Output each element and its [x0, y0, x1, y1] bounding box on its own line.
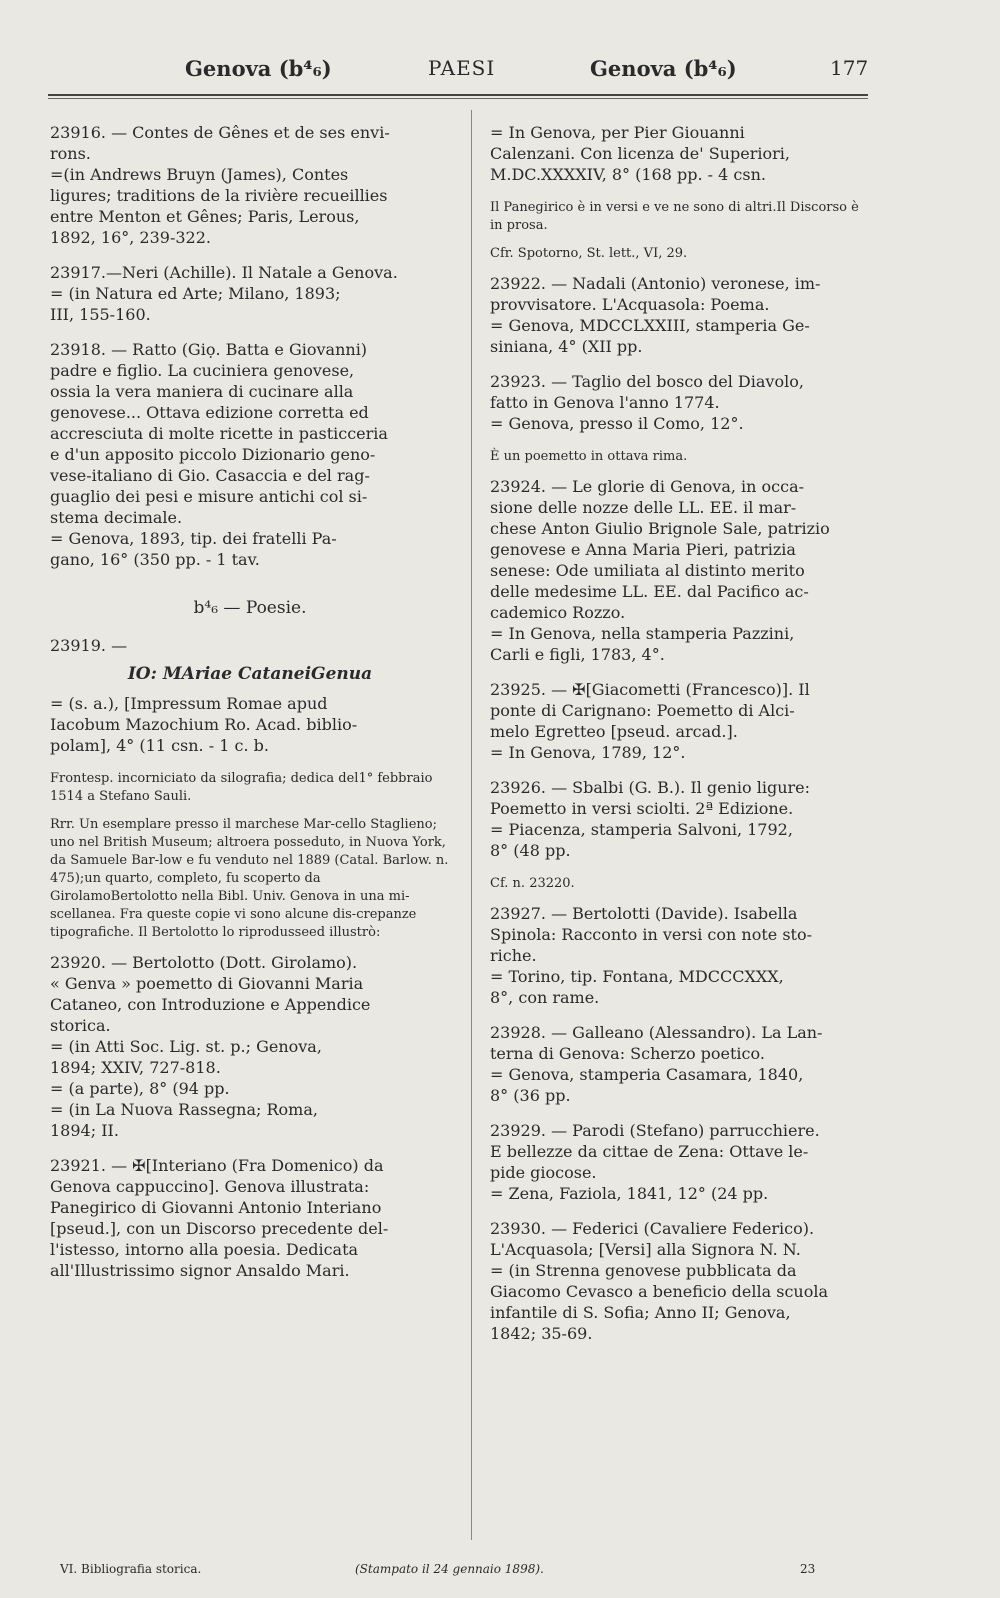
right-column: [490, 122, 875, 1358]
text-line: È un poemetto in ottava rima.: [490, 449, 688, 464]
text-line: accresciuta di molte ricette in pasticceria: [50, 424, 388, 443]
entry-23918: [50, 339, 450, 570]
text-line: provvisatore. L'Acquasola: Poema.: [490, 295, 770, 314]
text-line: scellanea. Fra queste copie vi sono alcune dis-: [50, 907, 357, 922]
text-line: 8° (48 pp.: [490, 841, 571, 860]
text-line: all'Illustrissimo signor Ansaldo Mari.: [50, 1261, 350, 1280]
text-line: 23920. — Bertolotto (Dott. Girolamo).: [50, 953, 358, 972]
text-line: III, 155-160.: [50, 305, 151, 324]
text-line: siniana, 4° (XII pp.: [490, 337, 643, 356]
entry-23919-number: 23919. —: [50, 636, 128, 655]
text-line: 23916. — Contes de Gênes et de ses envi-: [50, 123, 390, 142]
text-line: 23924. — Le glorie di Genova, in occa-: [490, 477, 805, 496]
text-line: low e fu venduto nel 1889 (Catal. Barlow. n. 475);: [50, 853, 449, 886]
header-center: PAESI: [428, 56, 496, 80]
text-line: [pseud.], con un Discorso precedente del-: [50, 1219, 389, 1238]
text-line: = (in Natura ed Arte; Milano, 1893;: [50, 284, 341, 303]
text-line: senese: Ode umiliata al distinto merito: [490, 561, 805, 580]
text-line: = (s. a.), [Impressum Romae apud: [50, 694, 328, 713]
text-line: terna di Genova: Scherzo poetico.: [490, 1044, 765, 1063]
entry-23920: [50, 952, 450, 1141]
text-line: Bertolotto nella Bibl. Univ. Genova in una mi-: [110, 889, 410, 904]
page-footer: [0, 1562, 1000, 1582]
text-line: ossia la vera maniera di cucinare alla: [50, 382, 354, 401]
header-rule: [48, 94, 868, 96]
text-line: = In Genova, nella stamperia Pazzini,: [490, 624, 795, 643]
text-line: 23927. — Bertolotti (Davide). Isabella: [490, 904, 798, 923]
text-line: chese Anton Giulio Brignole Sale, patrizio: [490, 519, 830, 538]
text-line: Iacobum Mazochium Ro. Acad. biblio-: [50, 715, 358, 734]
entry-23919-note-2: [50, 816, 450, 942]
page-number: 177: [830, 56, 869, 80]
text-line: M.DC.XXXXIV, 8° (168 pp. - 4 csn.: [490, 165, 766, 184]
text-line: ed illustrò:: [309, 925, 381, 940]
text-line: padre e figlio. La cuciniera genovese,: [50, 361, 355, 380]
text-line: polam], 4° (11 csn. - 1 c. b.: [50, 736, 269, 755]
entry-23916: [50, 122, 450, 248]
text-line: L'Acquasola; [Versi] alla Signora N. N.: [490, 1240, 801, 1259]
entry-23925: [490, 679, 875, 763]
text-line: riae Catanei: [194, 664, 312, 684]
text-line: 1894; II.: [50, 1121, 119, 1140]
text-line: gano, 16° (350 pp. - 1 tav.: [50, 550, 260, 569]
text-line: pide giocose.: [490, 1163, 597, 1182]
text-line: infantile di S. Sofia; Anno II; Genova,: [490, 1303, 791, 1322]
header-rule-thin: [48, 98, 868, 99]
entry-23924: [490, 476, 875, 665]
text-line: Spinola: Racconto in versi con note sto-: [490, 925, 813, 944]
text-line: 23923. — Taglio del bosco del Diavolo,: [490, 372, 804, 391]
text-line: = (in Strenna genovese pubblicata da: [490, 1261, 797, 1280]
text-line: 23922. — Nadali (Antonio) veronese, im-: [490, 274, 821, 293]
entry-23921-continued: [490, 122, 875, 185]
text-line: = Torino, tip. Fontana, MDCCCXXX,: [490, 967, 784, 986]
entry-23917: [50, 262, 450, 325]
text-line: = In Genova, per Pier Giouanni: [490, 123, 745, 142]
text-line: 8°, con rame.: [490, 988, 600, 1007]
text-line: cademico Rozzo.: [490, 603, 626, 622]
text-line: E bellezze da cittae de Zena: Ottave le-: [490, 1142, 809, 1161]
text-line: riche.: [490, 946, 537, 965]
text-line: = (a parte), 8° (94 pp.: [50, 1079, 230, 1098]
text-line: 23930. — Federici (Cavaliere Federico).: [490, 1219, 815, 1238]
text-line: Cf. n. 23220.: [490, 876, 575, 891]
text-line: 23917.—Neri (Achille). Il Natale a Genova.: [50, 263, 398, 282]
text-line: Carli e figli, 1783, 4°.: [490, 645, 665, 664]
header-left: Genova (b⁴₆): [185, 56, 332, 81]
column-divider: [471, 110, 472, 1540]
text-line: Frontesp. incorniciato da silografia; dedica del: [50, 771, 359, 786]
entry-23926-note: [490, 875, 875, 893]
text-line: Calenzani. Con licenza de' Superiori,: [490, 144, 790, 163]
text-line: = Piacenza, stamperia Salvoni, 1792,: [490, 820, 793, 839]
entry-23921-note-1: [490, 199, 875, 235]
text-line: fatto in Genova l'anno 1774.: [490, 393, 720, 412]
text-line: Genova cappuccino]. Genova illustrata:: [50, 1177, 370, 1196]
left-column: [50, 122, 450, 1295]
text-line: stema decimale.: [50, 508, 183, 527]
text-line: 8° (36 pp.: [490, 1086, 571, 1105]
text-line: 1892, 16°, 239-322.: [50, 228, 211, 247]
text-line: 1° febbraio 1514 a Stefano Sauli.: [50, 771, 433, 804]
text-line: = (in La Nuova Rassegna; Roma,: [50, 1100, 318, 1119]
entry-23926: [490, 777, 875, 861]
text-line: ligures; traditions de la rivière recueillies: [50, 186, 388, 205]
text-line: Panegirico di Giovanni Antonio Interiano: [50, 1198, 382, 1217]
text-line: cello Staglieno; uno nel British Museum; altro: [50, 817, 437, 850]
entry-23923: [490, 371, 875, 434]
text-line: = In Genova, 1789, 12°.: [490, 743, 686, 762]
footer-right: 23: [800, 1562, 816, 1576]
footer-center: (Stampato il 24 gennaio 1898).: [355, 1562, 544, 1576]
text-line: = Genova, MDCCLXXIII, stamperia Ge-: [490, 316, 810, 335]
text-line: delle medesime LL. EE. dal Pacifico ac-: [490, 582, 809, 601]
text-line: vese-italiano di Gio. Casaccia e del rag-: [50, 466, 370, 485]
text-line: = (in Atti Soc. Lig. st. p.; Genova,: [50, 1037, 322, 1056]
text-line: 23928. — Galleano (Alessandro). La Lan-: [490, 1023, 823, 1042]
text-line: Poemetto in versi sciolti. 2ª Edizione.: [490, 799, 794, 818]
text-line: 23929. — Parodi (Stefano) parrucchiere.: [490, 1121, 820, 1140]
text-line: ponte di Carignano: Poemetto di Alci-: [490, 701, 795, 720]
entry-23919-note-1: [50, 770, 450, 806]
entry-23922: [490, 273, 875, 357]
text-line: Cataneo, con Introduzione e Appendice: [50, 995, 371, 1014]
entry-23921-note-2: [490, 245, 875, 263]
text-line: = Genova, stamperia Casamara, 1840,: [490, 1065, 804, 1084]
header-right: Genova (b⁴₆): [590, 56, 737, 81]
text-line: « Genva » poemetto di Giovanni Maria: [50, 974, 364, 993]
text-line: Rrr. Un esemplare presso il marchese Mar-: [50, 817, 335, 832]
text-line: 23925. — ✠[Giacometti (Francesco)]. Il: [490, 680, 810, 699]
entry-23927: [490, 903, 875, 1008]
entry-23919-title: [50, 661, 450, 687]
footer-left: VI. Bibliografia storica.: [60, 1562, 202, 1576]
text-line: l'istesso, intorno alla poesia. Dedicata: [50, 1240, 359, 1259]
text-line: 23921. — ✠[Interiano (Fra Domenico) da: [50, 1156, 384, 1175]
text-line: Il Panegirico è in versi e ve ne sono di altri.: [490, 200, 777, 215]
text-line: e d'un apposito piccolo Dizionario geno-: [50, 445, 376, 464]
text-line: storica.: [50, 1016, 111, 1035]
text-line: era posseduto, in Nuova York, da Samuele Bar-: [50, 835, 446, 868]
text-line: genovese e Anna Maria Pieri, patrizia: [490, 540, 796, 559]
entry-23930: [490, 1218, 875, 1344]
text-line: =(in Andrews Bruyn (James), Contes: [50, 165, 349, 184]
text-line: sione delle nozze delle LL. EE. il mar-: [490, 498, 797, 517]
text-line: Giacomo Cevasco a beneficio della scuola: [490, 1282, 829, 1301]
entry-23929: [490, 1120, 875, 1204]
section-heading: b⁴₆ — Poesie.: [193, 598, 307, 618]
text-line: entre Menton et Gênes; Paris, Lerous,: [50, 207, 360, 226]
text-line: = Zena, Faziola, 1841, 12° (24 pp.: [490, 1184, 769, 1203]
text-line: 23926. — Sbalbi (G. B.). Il genio ligure:: [490, 778, 811, 797]
text-line: IO: MA: [127, 664, 195, 684]
text-line: crepanze tipografiche. Il Bertolotto lo riprodusse: [50, 907, 417, 940]
text-line: = Genova, 1893, tip. dei fratelli Pa-: [50, 529, 337, 548]
text-line: genovese... Ottava edizione corretta ed: [50, 403, 369, 422]
text-line: 1842; 35-69.: [490, 1324, 593, 1343]
entry-23919: [50, 693, 450, 756]
text-line: guaglio dei pesi e misure antichi col si-: [50, 487, 368, 506]
text-line: rons.: [50, 144, 91, 163]
text-line: 23918. — Ratto (Giọ. Batta e Giovanni): [50, 340, 368, 359]
entry-23923-note: [490, 448, 875, 466]
entry-23921: [50, 1155, 450, 1281]
entry-23928: [490, 1022, 875, 1106]
text-line: Genua: [311, 664, 373, 684]
text-line: melo Egretteo [pseud. arcad.].: [490, 722, 738, 741]
running-head: [0, 56, 1000, 96]
text-line: Cfr. Spotorno, St. lett., VI, 29.: [490, 246, 688, 261]
text-line: = Genova, presso il Como, 12°.: [490, 414, 744, 433]
text-line: un quarto, completo, fu scoperto da Girolamo: [50, 871, 321, 904]
text-line: 1894; XXIV, 727-818.: [50, 1058, 221, 1077]
text-line: Il Discorso è in prosa.: [490, 200, 859, 233]
